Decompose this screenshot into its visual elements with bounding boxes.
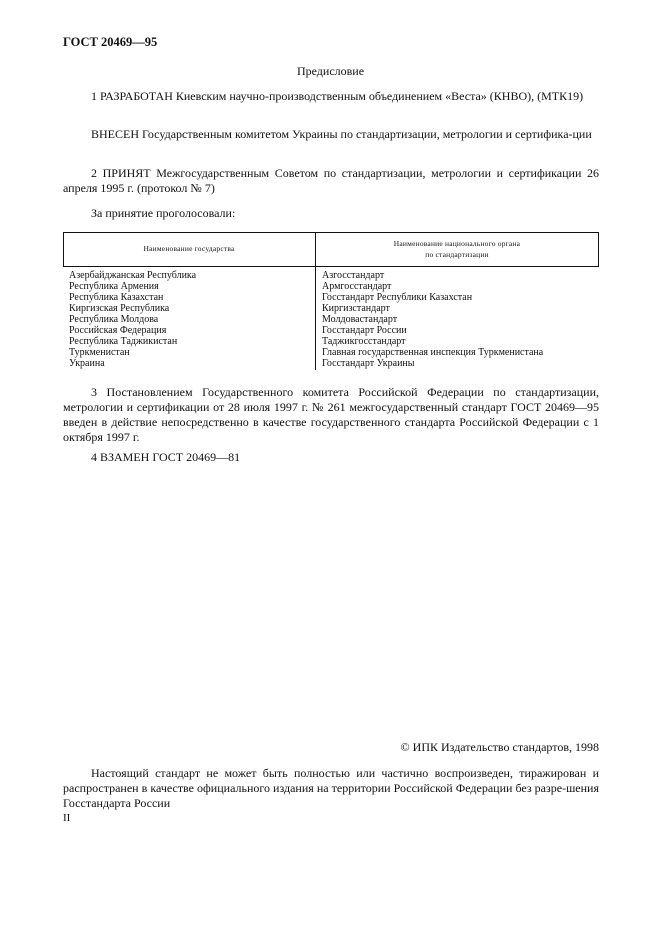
table-cell-state: Азербайджанская Республика [69, 270, 197, 281]
table-cell-organ: Госстандарт России [322, 325, 407, 336]
table-cell-organ: Молдовастандарт [322, 314, 398, 325]
table-cell-organ: Госстандарт Украины [322, 358, 415, 369]
table-cell-state: Республика Молдова [69, 314, 159, 325]
paragraph-developed: 1 РАЗРАБОТАН Киевским научно-производственным объединением «Веста» (КНВО), (МТК19) [91, 89, 584, 103]
table-header-organ-line2: по стандартизации [425, 250, 489, 259]
page-number: II [63, 812, 71, 824]
table-cell-state: Республика Казахстан [69, 292, 164, 303]
table-cell-organ: Госстандарт Республики Казахстан [322, 292, 473, 303]
table-column-states [69, 270, 313, 369]
copyright-line: © ИПК Издательство стандартов, 1998 [400, 740, 599, 754]
section-title: Предисловие [296, 64, 365, 78]
reproduction-notice: Настоящий стандарт не может быть полностью или частично воспроизведен, тиражирован и распространен в качестве официального издания на территории Российской Федерации без разре-шения Госстандарта России [63, 766, 599, 810]
document-code: ГОСТ 20469—95 [63, 35, 158, 49]
table-header-state: Наименование государства [143, 244, 235, 253]
table-header-organ [315, 238, 599, 260]
table-cell-organ: Таджикгосстандарт [322, 336, 406, 347]
paragraph-replaces: 4 ВЗАМЕН ГОСТ 20469—81 [91, 450, 241, 464]
table-cell-state: Российская Федерация [69, 325, 167, 336]
paragraph-adopted: 2 ПРИНЯТ Межгосударственным Советом по стандартизации, метрологии и сертификации 26 апреля 1995 г. (протокол № 7) [63, 166, 599, 195]
table-header-organ-line1: Наименование национального органа [393, 239, 521, 248]
table-cell-state: Республика Армения [69, 281, 159, 292]
paragraph-introduced: ВНЕСЕН Государственным комитетом Украины по стандартизации, метрологии и сертифика-ции [91, 127, 592, 141]
table-cell-organ: Киргизстандарт [322, 303, 390, 314]
table-cell-state: Украина [69, 358, 105, 369]
table-border-top [63, 232, 599, 233]
paragraph-voted: За принятие проголосовали: [91, 206, 236, 220]
paragraph-enacted: 3 Постановлением Государственного комитета Российской Федерации по стандартизации, метрологии и сертификации от 28 июля 1997 г. № 261 межгосударственный стандарт ГОСТ 20469—95 введен в действие непосредственно в качестве государственного стандарта Российской Федерации с 1 октября 1997 г. [63, 385, 599, 444]
table-cell-state: Туркменистан [69, 347, 130, 358]
table-cell-organ: Армгосстандарт [322, 281, 392, 292]
table-column-organs [322, 270, 597, 369]
table-cell-state: Республика Таджикистан [69, 336, 178, 347]
table-cell-organ: Азгосстандарт [322, 270, 385, 281]
table-cell-state: Киргизская Республика [69, 303, 170, 314]
table-header-divider [63, 266, 599, 267]
table-cell-organ: Главная государственная инспекция Туркменистана [322, 347, 544, 358]
voting-table [63, 232, 599, 370]
